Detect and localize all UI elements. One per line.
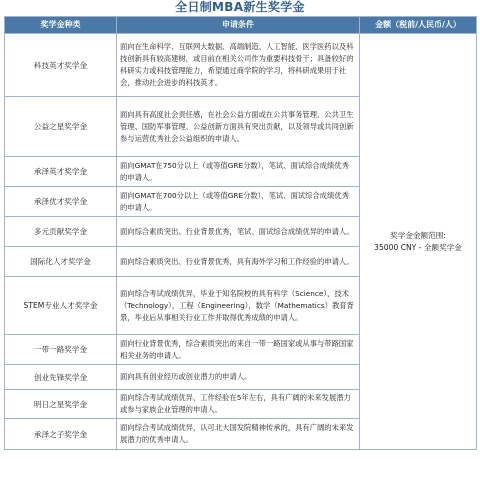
scholarship-name: 承泽优才奖学金 [5,187,117,217]
table-row [5,34,477,97]
scholarship-requirement: 面向在生命科学、互联网大数据、高端制造、人工智能、医学医药以及科技创新具有较高建树，或目前在相关公司作为重要科技骨干；具备较好的科研实力或科技管理能力，希望通过商学院的学习，将科研成果用于社会，推动社会进步的科技英才。 [117,34,360,97]
header-amount: 金额（税前/人民币/人） [360,17,477,34]
scholarship-name: 科技英才奖学金 [5,34,117,97]
scholarship-name: 承泽之子奖学金 [5,419,117,450]
page-title: 全日制MBA新生奖学金 [175,0,305,14]
scholarship-requirement: 面向行业背景优秀，综合素质突出的来自一带一路国家或从事与带路国家相关业务的申请人。 [117,335,360,365]
amount-range-label: 奖学金金额范围: [390,230,446,240]
scholarship-name: 创业先锋奖学金 [5,365,117,390]
scholarship-requirement: 面向综合考试成绩优异，工作经验在5年左右，具有广阔的未来发展潜力或参与家族企业管理的申请人。 [117,390,360,419]
scholarship-name: 一带一路奖学金 [5,335,117,365]
scholarship-requirement: 面向综合素质突出、行业背景优秀，具有海外学习和工作经验的申请人。 [117,247,360,277]
scholarship-requirement: 面向综合考试成绩优异，毕业于知名院校的具有科学（Science），技术（Technology），工程（Engineering），数学（Mathematics）教育背景，毕业后从事相关行业工作并取得优秀成绩的申请人。 [117,277,360,335]
scholarship-name: 承泽英才奖学金 [5,157,117,187]
scholarship-requirement: 面向GMAT在700分以上（或等值GRE分数），笔试、面试综合成绩优秀的申请人。 [117,187,360,217]
scholarship-requirement: 面向综合素质突出、行业背景优秀，笔试、面试综合成绩优异的申请人。 [117,217,360,247]
scholarship-requirement: 面向具有创业经历或创业潜力的申请人。 [117,365,360,390]
header-requirements: 申请条件 [117,17,360,34]
scholarship-name: 国际化人才奖学金 [5,247,117,277]
amount-range-cell [360,34,477,450]
header-scholarship-type: 奖学金种类 [5,17,117,34]
table-header-row [5,17,477,34]
scholarship-name: STEM专业人才奖学金 [5,277,117,335]
scholarship-requirement: 面向综合考试成绩优异，认可北大国发院精神传承的，具有广阔的未来发展潜力的优秀申请人。 [117,419,360,450]
scholarship-name: 明日之星奖学金 [5,390,117,419]
scholarship-name: 多元贡献奖学金 [5,217,117,247]
scholarship-name: 公益之星奖学金 [5,97,117,157]
scholarship-requirement: 面向GMAT在750分以上（或等值GRE分数），笔试、面试综合成绩优秀的申请人。 [117,157,360,187]
scholarship-requirement: 面向具有高度社会责任感，在社会公益方面或在公共事务管理、公共卫生管理、国防军事管理、公益创新方面具有突出贡献，以及领导或共同创新参与运营优秀社会公益组织的申请人。 [117,97,360,157]
amount-range-value: 35000 CNY - 全额奖学金 [374,242,462,252]
scholarship-table [4,16,477,450]
